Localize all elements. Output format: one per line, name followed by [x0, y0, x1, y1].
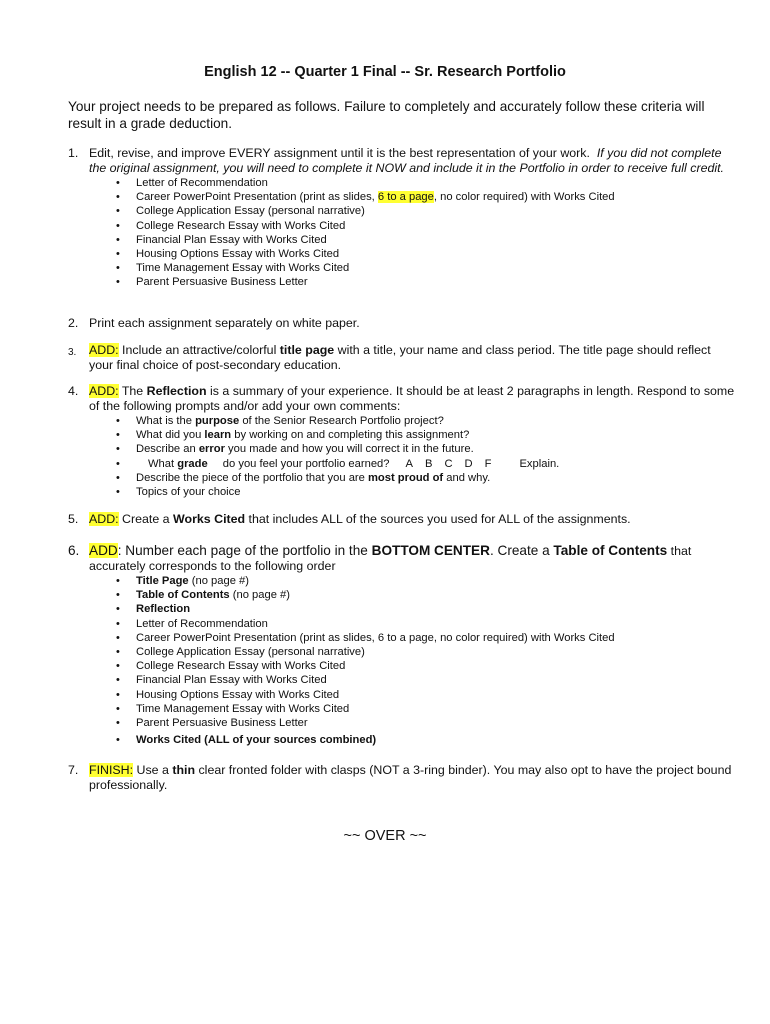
list-item: • Letter of Recommendation [116, 176, 738, 190]
item-1-number: 1. [68, 146, 79, 160]
item-6-label: ADD [89, 543, 118, 558]
list-item: • What did you learn by working on and completing this assignment? [116, 428, 738, 442]
list-item: • Time Management Essay with Works Cited [116, 261, 738, 275]
item-5-label: ADD: [89, 512, 119, 526]
list-item: • What grade do you feel your portfolio earned? A B C D F Explain. [116, 457, 738, 471]
item-6: 6. ADD: Number each page of the portfolio in the BOTTOM CENTER. Create a Table of Contents that accurately corresponds to the following order • Title Page (no page #) • Table of Contents (no page #) • Reflection • Letter of Recommendation • Career PowerPoint Presentation (print as slides, 6 to a page, no color required) with Works Cited • College Application Essay (personal narrative) • College Research Essay with Works Cited • Financial Plan Essay with Works Cited • Housing Options Essay with Works Cited • Time Management Essay with Works Cited • Parent Persuasive Business Letter • Works Cited (ALL of your sources combined) [68, 543, 738, 747]
list-item: • Time Management Essay with Works Cited [116, 702, 738, 716]
item-5-bold: Works Cited [173, 512, 246, 526]
list-item: • What is the purpose of the Senior Research Portfolio project? [116, 414, 738, 428]
item-7-label: FINISH: [89, 763, 134, 777]
list-item: • Describe the piece of the portfolio that you are most proud of and why. [116, 471, 738, 485]
item-3-label: ADD: [89, 343, 119, 357]
list-item: • Career PowerPoint Presentation (print as slides, 6 to a page, no color required) with Works Cited [116, 190, 738, 204]
list-item: • Reflection [116, 602, 738, 616]
item-7: 7. FINISH: Use a thin clear fronted folder with clasps (NOT a 3-ring binder). You may also opt to have the project bound professionally. [68, 763, 732, 792]
list-item: • College Research Essay with Works Cited [116, 219, 738, 233]
list-item: • Table of Contents (no page #) [116, 588, 738, 602]
item-2-number: 2. [68, 316, 79, 330]
item-6-number: 6. [68, 543, 80, 558]
item-1-text: Edit, revise, and improve EVERY assignment until it is the best representation of your work. [89, 146, 590, 160]
item-4-label: ADD: [89, 384, 119, 398]
highlighted-text: 6 to a page [377, 191, 434, 204]
grade-option: F [484, 457, 492, 470]
list-item: • Financial Plan Essay with Works Cited [116, 233, 738, 247]
item-2-text: Print each assignment separately on white paper. [89, 316, 360, 330]
grade-option: D [464, 457, 473, 470]
item-1-italic-note: If you did not complete the original assignment, you will need to complete it NOW and include it in the Portfolio in order to receive full credit. [89, 146, 724, 175]
item-5-number: 5. [68, 512, 79, 526]
list-item: • Parent Persuasive Business Letter [116, 275, 738, 289]
list-item: • Describe an error you made and how you will correct it in the future. [116, 442, 738, 456]
grade-option: C [444, 457, 453, 470]
list-item: • Works Cited (ALL of your sources combined) [116, 733, 738, 747]
list-item: • Letter of Recommendation [116, 617, 738, 631]
list-item: • College Application Essay (personal narrative) [116, 645, 738, 659]
grade-option: A [405, 457, 413, 470]
list-item: • College Application Essay (personal narrative) [116, 204, 738, 218]
item-3-number: 3. [68, 347, 77, 358]
item-4-number: 4. [68, 384, 79, 398]
item-4: 4. ADD: The Reflection is a summary of your experience. It should be at least 2 paragraphs in length. Respond to some of the following prompts and/or add your own comments: • What is the purpose of the Senior Research Portfolio project? • What did you learn by working on and completing this assignment? • Describe an error you made and how you will correct it in the future. • What grade do you feel your portfolio earned? A B C D F Explain. • Describe the piece of the portfolio that you are most proud of and why. • Topics of your choice [68, 384, 738, 499]
item-1-bullet-list [116, 176, 738, 290]
item-5: 5. ADD: Create a Works Cited that includes ALL of the sources you used for ALL of the assignments. [68, 512, 631, 526]
item-7-number: 7. [68, 763, 79, 777]
list-item: • Career PowerPoint Presentation (print as slides, 6 to a page, no color required) with Works Cited [116, 631, 738, 645]
item-4-bold: Reflection [146, 384, 207, 398]
list-item: • Housing Options Essay with Works Cited [116, 688, 738, 702]
item-2 [68, 316, 738, 331]
intro-paragraph: Your project needs to be prepared as follows. Failure to completely and accurately follow these criteria will result in a grade deduction. [68, 99, 705, 131]
over-marker: ~~ OVER ~~ [343, 828, 427, 844]
list-item: • College Research Essay with Works Cited [116, 659, 738, 673]
item-1 [68, 146, 738, 290]
item-3-bold: title page [279, 343, 335, 357]
list-item: • Housing Options Essay with Works Cited [116, 247, 738, 261]
list-item: • Parent Persuasive Business Letter [116, 716, 738, 730]
document-title: English 12 -- Quarter 1 Final -- Sr. Research Portfolio [204, 64, 566, 80]
item-7-bold: thin [172, 763, 196, 777]
list-item: • Title Page (no page #) [116, 574, 738, 588]
item-6-bullet-list [116, 574, 738, 747]
item-3: 3. ADD: Include an attractive/colorful title page with a title, your name and class period. The title page should reflect your final choice of post-secondary education. [68, 343, 711, 372]
item-4-bullet-list [116, 414, 738, 499]
grade-option: B [424, 457, 433, 470]
list-item: • Financial Plan Essay with Works Cited [116, 673, 738, 687]
list-item: • Topics of your choice [116, 485, 738, 499]
